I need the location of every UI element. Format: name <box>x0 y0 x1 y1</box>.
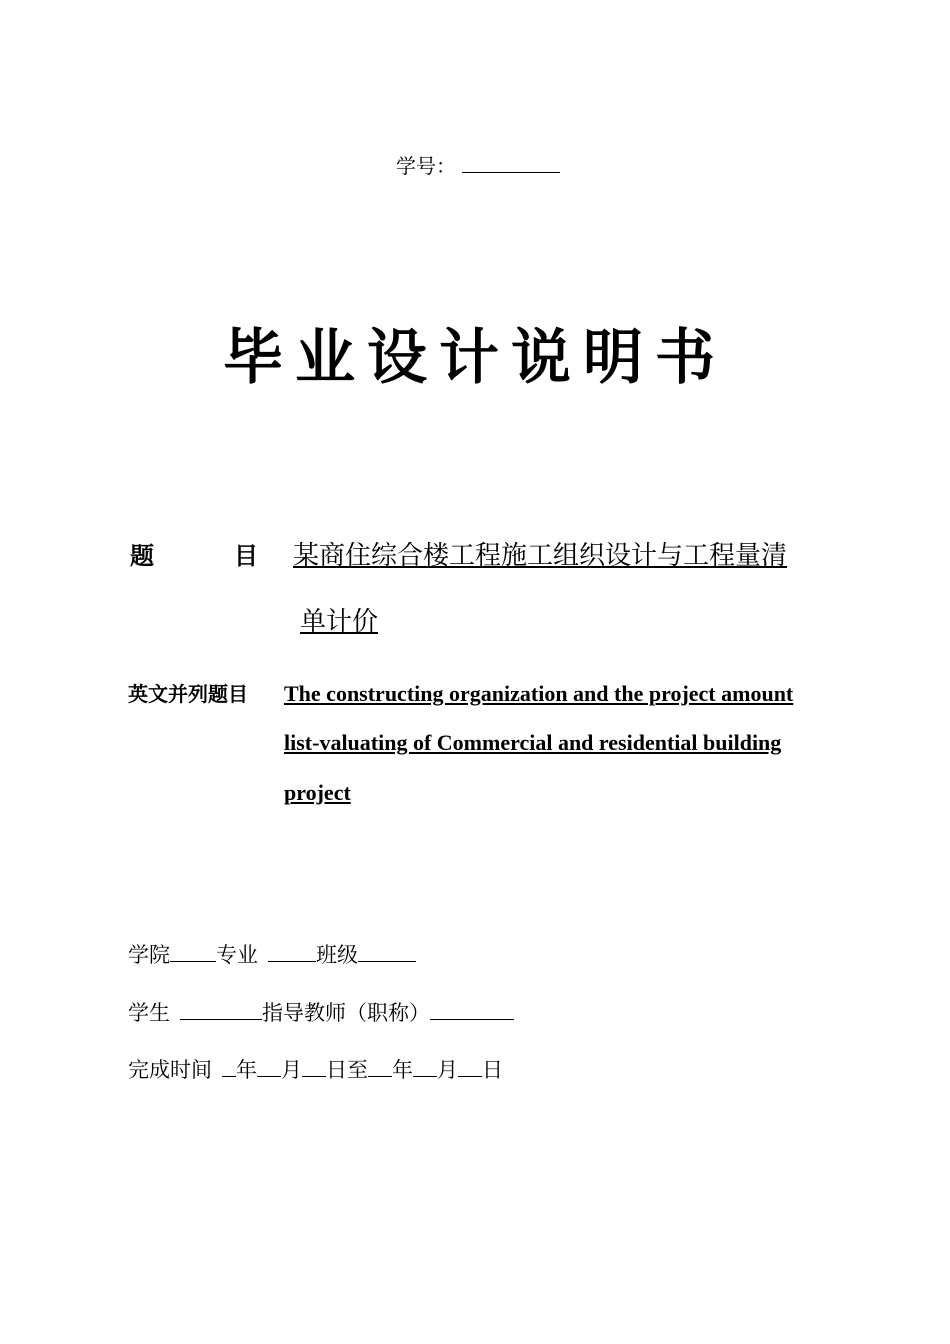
start-day-blank[interactable] <box>302 1055 326 1077</box>
college-blank[interactable] <box>170 940 216 962</box>
start-month-label: 月 <box>281 1058 302 1082</box>
student-id-row <box>396 152 560 179</box>
class-blank[interactable] <box>358 940 416 962</box>
start-year-label: 年 <box>236 1058 257 1082</box>
student-blank[interactable] <box>180 998 262 1020</box>
college-label: 学院 <box>128 943 170 967</box>
end-year-label: 年 <box>392 1058 413 1082</box>
english-topic-line3: project <box>284 780 351 805</box>
advisor-blank[interactable] <box>430 998 514 1020</box>
end-day-blank[interactable] <box>458 1055 482 1077</box>
class-label: 班级 <box>316 943 358 967</box>
topic-chinese-line1: 某商住综合楼工程施工组织设计与工程量清 <box>293 541 788 571</box>
student-label: 学生 <box>128 1001 170 1025</box>
english-topic-label: 英文并列题目 <box>128 682 248 706</box>
end-year-blank[interactable] <box>368 1055 392 1077</box>
student-advisor-row <box>128 998 514 1027</box>
end-day-label: 日 <box>482 1058 503 1082</box>
major-label: 专业 <box>216 943 258 967</box>
major-blank[interactable] <box>268 940 316 962</box>
end-month-label: 月 <box>437 1058 458 1082</box>
completion-time-row <box>128 1055 503 1084</box>
start-month-blank[interactable] <box>257 1055 281 1077</box>
topic-label-part2: 目 <box>234 542 258 570</box>
advisor-label: 指导教师（职称） <box>262 1001 430 1025</box>
start-year-blank[interactable] <box>222 1055 236 1077</box>
time-label: 完成时间 <box>128 1058 212 1082</box>
page-title: 毕业设计说明书 <box>223 323 727 393</box>
student-id-blank[interactable] <box>462 152 560 173</box>
topic-chinese-line2: 单计价 <box>300 607 379 637</box>
end-month-blank[interactable] <box>413 1055 437 1077</box>
english-topic-line1: The constructing organization and the project amount <box>284 681 794 706</box>
start-day-label: 日 <box>326 1058 347 1082</box>
topic-label-part1: 题 <box>130 542 154 570</box>
student-id-label: 学号： <box>396 154 456 178</box>
english-topic-line2: list-valuating of Commercial and residential building <box>284 730 782 755</box>
college-major-class-row <box>128 940 416 969</box>
to-label: 至 <box>347 1058 368 1082</box>
